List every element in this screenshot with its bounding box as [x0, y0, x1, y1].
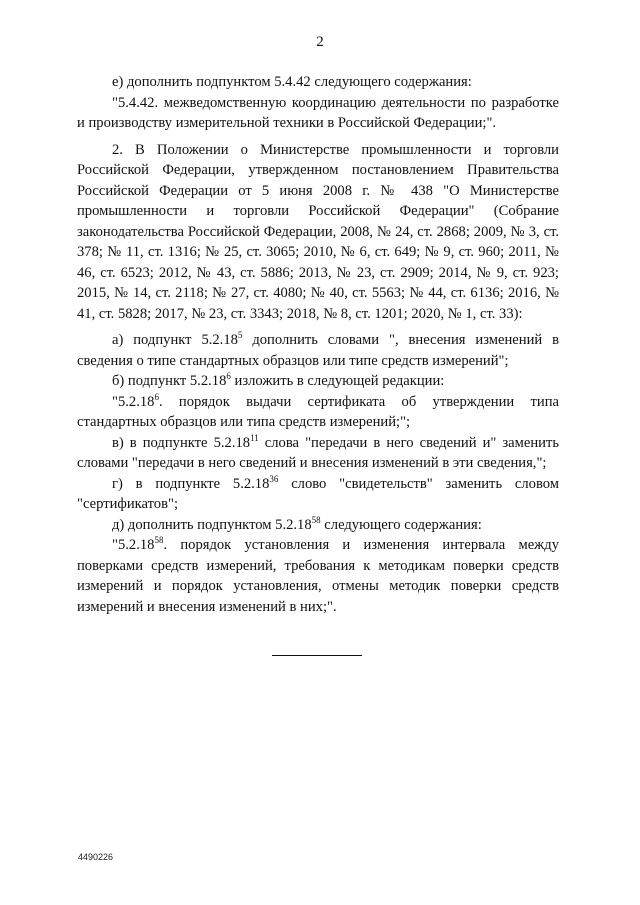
paragraph-item-a: а) подпункт 5.2.18$^5$ дополнить словами ", внесения изменений в сведения о типе стандартных образцов или типе средств измерений"; [77, 330, 559, 369]
paragraph-item-g: г) в подпункте 5.2.18$^{36}$ слово "свидетельств" заменить словом "сертификатов"; [77, 473, 559, 512]
paragraph-item-b: б) подпункт 5.2.18$^6$ изложить в следующей редакции: [112, 371, 445, 389]
paragraph-item-e: е) дополнить подпунктом 5.4.42 следующего содержания: [112, 74, 472, 90]
paragraph-quote-5-2-18-6: "5.2.18$^6$. порядок выдачи сертификата об утверждении типа стандартных образцов или типа средств измерений;"; [77, 391, 559, 430]
paragraph-quote-5-4-42: "5.4.42. межведомственную координацию деятельности по разработке и производству измерительной техники в Российской Федерации;". [77, 94, 559, 131]
paragraph-item-d: д) дополнить подпунктом 5.2.18$^{58}$ следующего содержания: [112, 514, 482, 533]
end-divider [272, 655, 362, 656]
paragraph-section-2: 2. В Положении о Министерстве промышленности и торговли Российской Федерации, утвержденном постановлением Правительства Российской Федерации от 5 июня 2008 г. № 438 "О Министерстве промышленности и торговли Российской Федерации" (Собрание законодательства Российской Федерации, 2008, № 24, ст. 2868; 2009, № 3, ст. 378; № 11, ст. 1316; № 25, ст. 3065; 2010, № 6, ст. 649; № 9, ст. 960; 2011, № 46, ст. 6523; 2012, № 43, ст. 5886; 2013, № 23, ст. 2909; 2014, № 9, ст. 923; 2015, № 14, ст. 2118; № 27, ст. 4080; № 40, ст. 5563; № 44, ст. 6136; 2016, № 41, ст. 5828; 2017, № 23, ст. 3343; 2018, № 8, ст. 1201; 2020, № 1, ст. 33): [77, 141, 559, 322]
document-body [77, 72, 559, 617]
page-number: 2 [316, 34, 324, 50]
paragraph-quote-5-2-18-58: "5.2.18$^{58}$. порядок установления и изменения интервала между поверками средств измерений, требования к методикам поверки средств измерений и порядок установления, отмены методик поверки средств измерений и внесения изменений в них;". [77, 535, 559, 615]
document-code: 4490226 [78, 852, 114, 862]
paragraph-item-v: в) в подпункте 5.2.18$^{11}$ слова "передачи в него сведений и" заменить словами "передачи в него сведений и внесения изменений в эти сведения,"; [77, 432, 559, 471]
